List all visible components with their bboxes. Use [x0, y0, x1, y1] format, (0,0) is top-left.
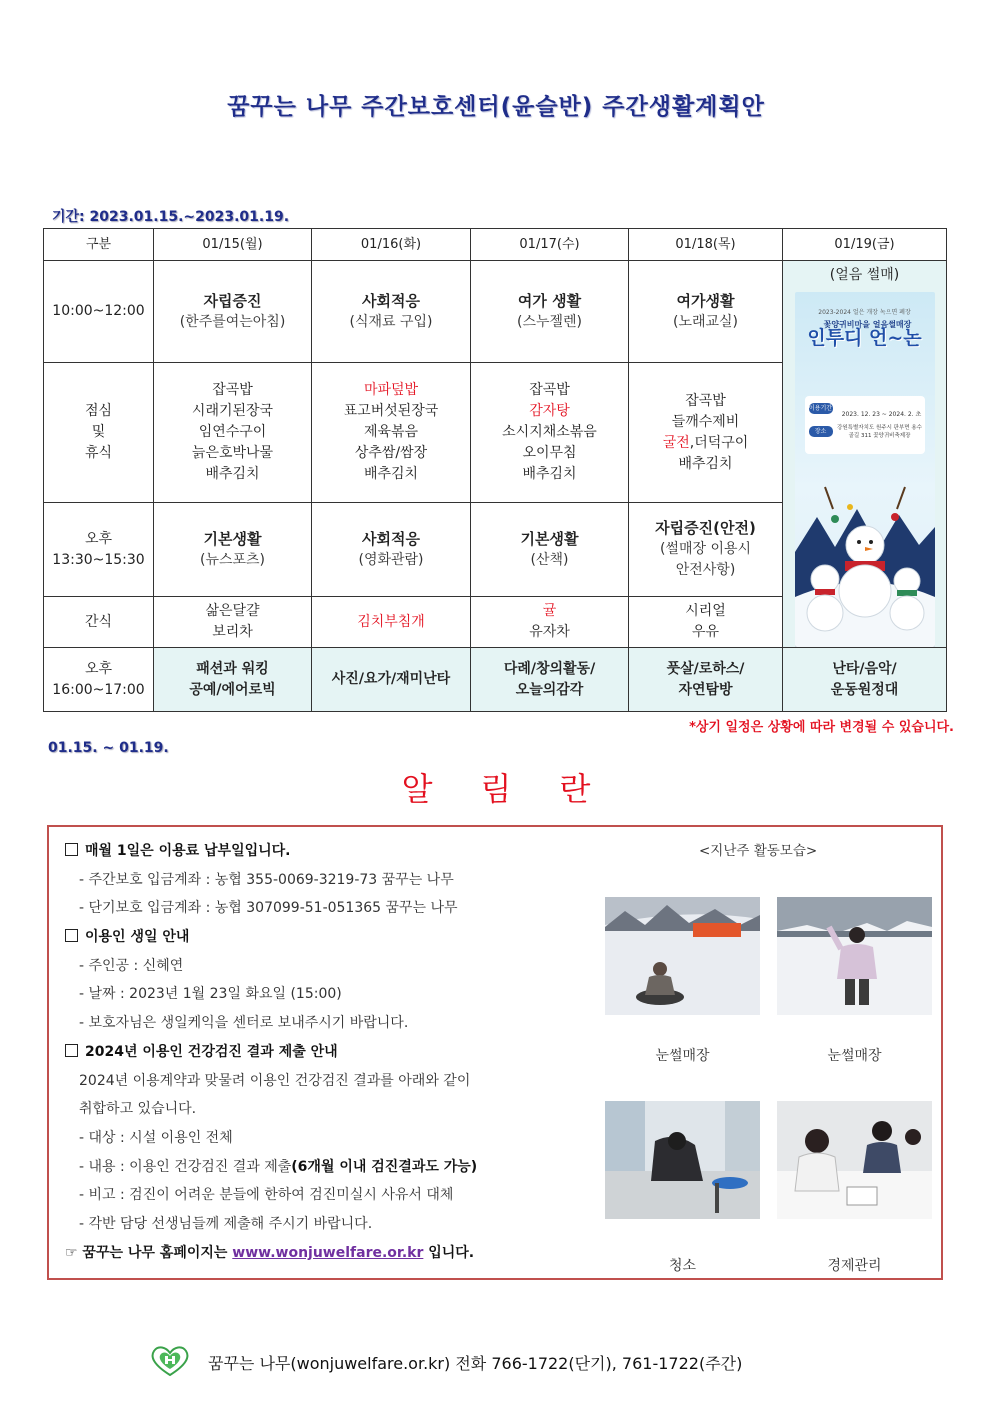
- menu-item: 제육볶음: [363, 424, 419, 440]
- menu-item: 늙은호박나물: [191, 445, 274, 461]
- afternoon-cell: [471, 503, 629, 597]
- afternoon-cell: [629, 503, 783, 597]
- row-label: [44, 648, 154, 712]
- evening-cell: [629, 648, 783, 712]
- morning-row: [44, 261, 947, 363]
- activity-title: 기본생활: [203, 529, 262, 548]
- photo-caption: 눈썰매장: [827, 1048, 882, 1064]
- activity-detail: (스누젤렌): [516, 313, 583, 330]
- friday-sledding-cell: [783, 261, 947, 648]
- schedule-change-notice: *상기 일정은 상황에 따라 변경될 수 있습니다.: [689, 720, 954, 735]
- evening-line: 자연탐방: [678, 681, 733, 698]
- evening-line: 다례/창의활동/: [503, 660, 596, 677]
- cleaning-photo-image: [605, 1101, 760, 1219]
- activity-title: 사회적응: [362, 291, 420, 310]
- morning-cell: [471, 261, 629, 363]
- snack-cell: [312, 597, 471, 648]
- heart-logo-icon: [150, 1345, 190, 1377]
- activity-detail: (영화관람): [358, 551, 424, 568]
- menu-item: 임연수구이: [198, 424, 267, 440]
- activity-title: 여가생활: [676, 291, 735, 310]
- morning-cell: [154, 261, 312, 363]
- snack-cell: [629, 597, 783, 648]
- activity-detail: (한주를여는아침): [179, 313, 286, 330]
- header-cell: 01/19(금): [783, 229, 947, 261]
- notice-heading: [65, 1038, 585, 1067]
- menu-item: 소시지채소볶음: [502, 424, 597, 440]
- header-cell: 01/15(월): [154, 229, 312, 261]
- activity-title: 여가 생활: [517, 291, 582, 310]
- snack-item: 시리얼: [685, 603, 726, 619]
- homepage-line: [65, 1239, 585, 1268]
- activity-title: 기본생활: [520, 529, 579, 548]
- row-label-line: 오후: [84, 530, 113, 547]
- poster-headline: 인투디 언~논: [807, 327, 922, 349]
- activity-photo[interactable]: [777, 1101, 932, 1219]
- menu-item: 잡곡밥: [685, 392, 726, 409]
- evening-cell: [783, 648, 947, 712]
- homepage-prefix: ☞ 꿈꾸는 나무 홈페이지는: [65, 1244, 233, 1261]
- header-cell: 01/17(수): [471, 229, 629, 261]
- notice-heading: [65, 923, 585, 952]
- notice-line: 2024년 이용계약과 맞물려 이용인 건강검진 결과를 아래와 같이: [79, 1072, 471, 1089]
- row-label-line: 휴식: [84, 445, 113, 461]
- activity-photo[interactable]: [777, 897, 932, 1015]
- friday-activity-title: (얼음 썰매): [829, 267, 900, 283]
- menu-item: 표고버섯된장국: [343, 403, 439, 419]
- menu-item: 오이무침: [522, 445, 577, 461]
- homepage-suffix: 입니다.: [423, 1244, 475, 1261]
- row-label: 10:00~12:00: [44, 261, 154, 363]
- footer: [150, 1345, 850, 1377]
- snow-field-photo-image: [777, 897, 932, 1015]
- sledding-poster: [795, 292, 935, 647]
- evening-line: 난타/음악/: [832, 660, 897, 677]
- checkbox-icon: [65, 843, 78, 856]
- menu-item-highlight: 굴전: [662, 434, 690, 451]
- lunch-menu-cell: [629, 363, 783, 503]
- afternoon-cell: [312, 503, 471, 597]
- row-label-line: 점심: [84, 403, 113, 419]
- row-label: [44, 363, 154, 503]
- row-label-line: 및: [91, 424, 106, 440]
- evening-cell: [312, 648, 471, 712]
- menu-item: 배추김치: [205, 466, 260, 482]
- menu-item: 상추쌈/쌈장: [354, 445, 428, 461]
- evening-line: 공예/에어로빅: [189, 681, 276, 698]
- photo-caption: 청소: [668, 1258, 697, 1274]
- lunch-menu-cell: [312, 363, 471, 503]
- menu-item: 감자탕: [529, 403, 570, 419]
- menu-item: 잡곡밥: [529, 382, 570, 398]
- menu-item: 들깨수제비: [671, 413, 740, 430]
- notice-line: - 대상 : 시설 이용인 전체: [79, 1129, 233, 1146]
- afternoon-cell: [154, 503, 312, 597]
- notice-line: - 보호자님은 생일케익을 센터로 보내주시기 바랍니다.: [79, 1015, 409, 1032]
- photo-caption: 눈썰매장: [655, 1048, 710, 1064]
- morning-cell: [629, 261, 783, 363]
- row-label-line: 16:00~17:00: [52, 681, 145, 698]
- header-cell: 01/18(목): [629, 229, 783, 261]
- poster-period-label: 이용기간: [808, 405, 833, 412]
- activity-photo[interactable]: [605, 1101, 760, 1219]
- table-header-row: [44, 229, 947, 261]
- activity-detail: (뉴스포츠): [199, 551, 266, 568]
- evening-row: [44, 648, 947, 712]
- evening-cell: [154, 648, 312, 712]
- evening-cell: [471, 648, 629, 712]
- snack-cell: [471, 597, 629, 648]
- menu-item: [629, 433, 782, 454]
- poster-subtitle: 꽃양귀비마을 얼음썰매장: [823, 320, 912, 329]
- menu-item: 배추김치: [363, 466, 419, 482]
- notice-heading-text: 매월 1일은 이용료 납부일입니다.: [85, 843, 291, 859]
- checkbox-icon: [65, 929, 78, 942]
- notice-line-bold: (6개월 이내 검진결과도 가능): [291, 1158, 478, 1175]
- bulletin-board: [47, 825, 943, 1280]
- poster-place-label: 장소: [809, 426, 833, 437]
- footer-contact: 꿈꾸는 나무(wonjuwelfare.or.kr) 전화 766-1722(단기), 761-1722(주간): [208, 1354, 743, 1373]
- notice-line-text: - 내용 : 이용인 건강검진 결과 제출: [79, 1158, 292, 1175]
- notice-line: - 주인공 : 신혜연: [79, 957, 184, 974]
- notice-line: - 주간보호 입금계좌 : 농협 355-0069-3219-73 꿈꾸는 나무: [79, 871, 454, 888]
- notice-lines: [65, 837, 585, 1267]
- activity-title: 자립증진: [203, 291, 262, 310]
- snack-item: 우유: [691, 624, 720, 640]
- activity-photo[interactable]: [605, 897, 760, 1015]
- plan-period: 기간: 2023.01.15.~2023.01.19.: [52, 209, 290, 225]
- lunch-menu-cell: [154, 363, 312, 503]
- menu-item: 배추김치: [522, 466, 577, 482]
- evening-line: 풋살/로하스/: [666, 660, 745, 677]
- morning-cell: [312, 261, 471, 363]
- notice-line: - 비고 : 검진이 어려운 분들에 한하여 검진미실시 사유서 대체: [79, 1187, 454, 1204]
- snack-item: 삶은달걀: [205, 603, 260, 619]
- activity-title: 사회적응: [362, 529, 420, 548]
- notice-line: [65, 1153, 585, 1182]
- activity-title: 자립증진(안전): [655, 519, 756, 537]
- photos-title: <지난주 활동모습>: [699, 843, 818, 859]
- row-label: 간식: [44, 597, 154, 648]
- menu-item: 마파덮밥: [363, 382, 419, 398]
- notice-heading: [65, 837, 585, 866]
- sledding-photo-image: [605, 897, 760, 1015]
- menu-item: 배추김치: [678, 455, 733, 472]
- homepage-link[interactable]: www.wonjuwelfare.or.kr: [232, 1244, 424, 1261]
- bulletin-date-range: 01.15. ~ 01.19.: [48, 740, 169, 756]
- header-cell: 01/16(화): [312, 229, 471, 261]
- notice-heading-text: 2024년 이용인 건강검진 결과 제출 안내: [85, 1043, 338, 1060]
- snack-item: 김치부침개: [357, 613, 425, 630]
- menu-item: 시래기된장국: [191, 403, 274, 419]
- snowman-illustration: [795, 457, 935, 647]
- photo-caption: 경제관리: [827, 1258, 882, 1274]
- evening-line: 운동원정대: [830, 681, 899, 698]
- notice-line: - 각반 담당 선생님들께 제출해 주시기 바랍니다.: [79, 1215, 373, 1232]
- menu-item-rest: ,더덕구이: [689, 434, 749, 451]
- activity-detail: (산책): [530, 551, 569, 568]
- activity-detail: (노래교실): [672, 313, 739, 330]
- page-title: 꿈꾸는 나무 주간보호센터(윤슬반) 주간생활계획안: [227, 94, 765, 120]
- row-label-line: 오후: [84, 660, 113, 677]
- snack-item: 보리차: [212, 624, 253, 640]
- poster-top-text: 2023-2024 얼은 개장 녹으면 폐장: [818, 309, 911, 316]
- row-label-line: 13:30~15:30: [52, 551, 145, 568]
- activity-detail: (썰매장 이용시: [659, 541, 752, 557]
- evening-line: 오늘의감각: [515, 681, 584, 698]
- notice-line: - 단기보호 입금계좌 : 농협 307099-51-051365 꿈꾸는 나무: [79, 900, 458, 917]
- snack-item: 유자차: [529, 624, 570, 640]
- bulletin-title: 알림란: [401, 770, 639, 808]
- checkbox-icon: [65, 1044, 78, 1057]
- activity-detail: 안전사항): [675, 562, 736, 578]
- evening-line: 패션과 워킹: [196, 660, 269, 677]
- menu-item: 잡곡밥: [212, 382, 253, 398]
- activity-detail: (식재료 구입): [349, 313, 433, 330]
- weekly-schedule-table: [43, 228, 947, 712]
- lunch-menu-cell: [471, 363, 629, 503]
- notice-heading-text: 이용인 생일 안내: [85, 929, 190, 946]
- snack-cell: [154, 597, 312, 648]
- poster-period-value: 2023. 12. 23 ~ 2024. 2. 초: [841, 411, 922, 418]
- snack-item: 귤: [542, 603, 557, 619]
- evening-line: 사진/요가/재미난타: [331, 671, 451, 687]
- header-cell: 구분: [44, 229, 154, 261]
- notice-line: 취합하고 있습니다.: [79, 1101, 197, 1118]
- poster-place-value: 강원특별자치도 원주시 판부면 용수골길 311 꽃양귀비축제장: [837, 425, 922, 439]
- row-label: [44, 503, 154, 597]
- economics-photo-image: [777, 1101, 932, 1219]
- notice-line: - 날짜 : 2023년 1월 23일 화요일 (15:00): [79, 986, 342, 1003]
